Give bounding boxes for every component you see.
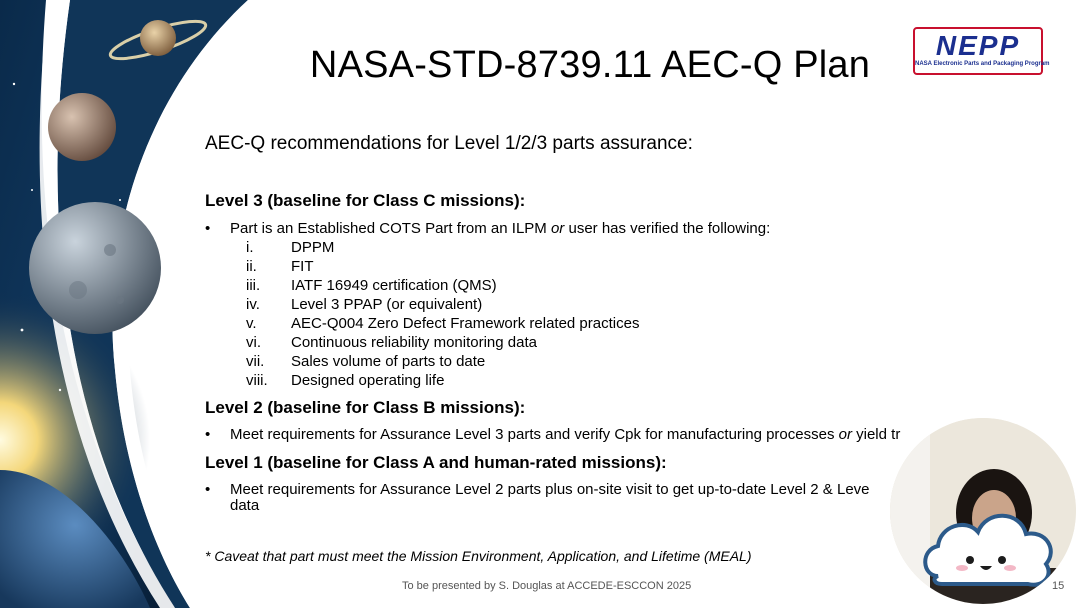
nepp-logo <box>913 27 1050 75</box>
logo-subtitle: NASA Electronic Parts and Packaging Program <box>915 61 1050 67</box>
level2-heading: Level 2 (baseline for Class B missions): <box>205 398 526 417</box>
intro-text: AEC-Q recommendations for Level 1/2/3 parts assurance: <box>205 133 693 154</box>
caveat-note: * Caveat that part must meet the Mission Environment, Application, and Lifetime (MEAL) <box>205 548 752 564</box>
webcam-overlay <box>890 418 1076 604</box>
planet-saturn <box>140 20 176 56</box>
slide: NASA-STD-8739.11 AEC-Q Plan NEPP NASA Electronic Parts and Packaging Program AEC-Q recommendations for Level 1/2/3 parts assurance: Level 3 (baseline for Class C missions): • Part is an Established COTS Part from an ILPM or user has verified the following: i. DPPM ii. FIT iii. IATF 16949 certification (QMS) iv. Level 3 PPAP (or equivalent) v. AEC-Q004 Zero Defect Framework related practices vi. Continuous reliability monitoring data vii. Sales volume of parts to date viii. Designed operating life Level 2 (baseline for Class B missions): • Meet requirements for Assurance Level 3 parts and verify Cpk for manufacturing processes or yield tr Level 1 (baseline for Class A and human-rated missions): • Meet requirements for Assurance Level 2 parts plus on-site visit to get up-to-date Level 2 & Leve data * Caveat that part must meet the Mission Environment, Application, and Lifetime (MEAL) To be presented by S. Douglas at ACCEDE-ESCCON 2025 15 <box>0 0 1080 608</box>
planet-mars <box>48 93 116 161</box>
bullet-dot-icon: • <box>205 426 211 443</box>
page-number: 15 <box>1052 580 1065 592</box>
bullet-dot-icon: • <box>205 220 211 237</box>
moon <box>29 202 161 334</box>
slide-title: NASA-STD-8739.11 AEC-Q Plan <box>309 44 871 86</box>
presenter-video <box>890 418 1076 604</box>
bullet-dot-icon: • <box>205 481 211 498</box>
logo-wordmark: NEPP <box>935 30 1021 61</box>
level1-heading: Level 1 (baseline for Class A and human-rated missions): <box>205 453 667 472</box>
slide-footer: To be presented by S. Douglas at ACCEDE-ESCCON 2025 <box>402 580 692 592</box>
space-background-art <box>0 0 260 608</box>
level3-heading: Level 3 (baseline for Class C missions): <box>205 191 526 210</box>
